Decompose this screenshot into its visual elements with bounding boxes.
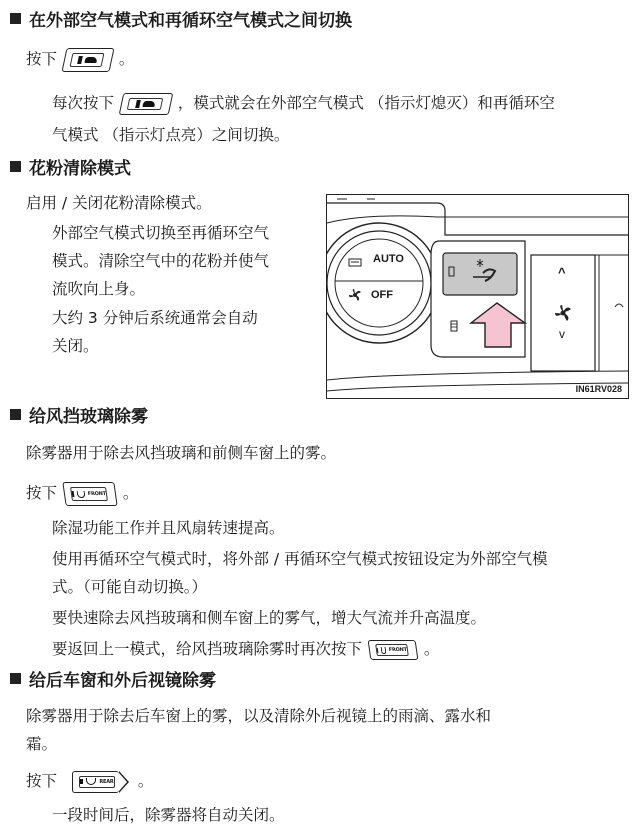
heading-square-icon <box>10 161 21 172</box>
section-heading-pollen: 花粉清除模式 <box>10 154 131 179</box>
fan-down-icon: v <box>559 327 565 341</box>
pollen-desc2-line2: 关闭。 <box>52 337 99 355</box>
pollen-desc2-line1: 大约 3 分钟后系统通常会自动 <box>52 309 258 327</box>
press-line-air-mode: 按下 。 <box>26 45 134 73</box>
recirculation-button-icon-inline <box>119 93 174 115</box>
rear-note1: 一段时间后，除雾器将自动关闭。 <box>52 806 285 824</box>
windshield-note1: 除湿功能工作并且风扇转速提高。 <box>52 519 285 537</box>
windshield-desc: 除雾器用于除去风挡玻璃和前侧车窗上的雾。 <box>26 444 337 462</box>
windshield-note2-line2: 式。（可能自动切换。） <box>52 578 208 596</box>
pollen-desc1-line1: 外部空气模式切换至再循环空气 <box>52 224 270 242</box>
rear-desc-line2: 霜。 <box>26 735 58 753</box>
pollen-desc1-line3: 流吹向上身。 <box>52 280 146 298</box>
heading-square-icon <box>10 409 21 420</box>
auto-label: AUTO <box>373 253 404 265</box>
press-line-rear: 按下 REAR 。 <box>26 767 153 795</box>
air-mode-desc-line2: 气模式 （指示灯点亮）之间切换。 <box>52 126 290 144</box>
heading-square-icon <box>10 673 21 684</box>
front-defrost-button-icon-inline: FRONT <box>368 640 419 660</box>
recirculation-button-icon <box>61 48 114 72</box>
windshield-note3: 要快速除去风挡玻璃和侧车窗上的雾气，增大气流并升高温度。 <box>52 609 487 627</box>
windshield-note4: 要返回上一模式，给风挡玻璃除雾时再次按下 FRONT 。 <box>52 640 440 658</box>
section-heading-rear: 给后车窗和外后视镜除雾 <box>10 666 216 691</box>
air-mode-desc-line1: 每次按下 ，模式就会在外部空气模式 （指示灯熄灭）和再循环空 <box>52 89 555 117</box>
pollen-desc1-line2: 模式。清除空气中的花粉并使气 <box>52 252 270 270</box>
pollen-toggle-line: 启用 / 关闭花粉清除模式。 <box>26 194 212 212</box>
rear-defrost-button-icon: REAR <box>72 771 119 793</box>
rear-desc-line1: 除雾器用于除去后车窗上的雾，以及清除外后视镜上的雨滴、露水和 <box>26 707 492 725</box>
press-line-windshield: 按下 FRONT 。 <box>26 479 138 507</box>
front-defrost-button-icon: FRONT <box>62 482 117 506</box>
heading-square-icon <box>10 13 21 24</box>
off-label: OFF <box>371 289 393 301</box>
illustration-code: IN61RV028 <box>575 384 622 394</box>
windshield-note2-line1: 使用再循环空气模式时，将外部 / 再循环空气模式按钮设定为外部空气模 <box>52 550 548 568</box>
fan-up-icon: ^ <box>558 265 566 280</box>
section-heading-windshield: 给风挡玻璃除雾 <box>10 402 148 427</box>
climate-panel-illustration <box>326 194 629 399</box>
section-heading-air-mode: 在外部空气模式和再循环空气模式之间切换 <box>10 6 352 31</box>
